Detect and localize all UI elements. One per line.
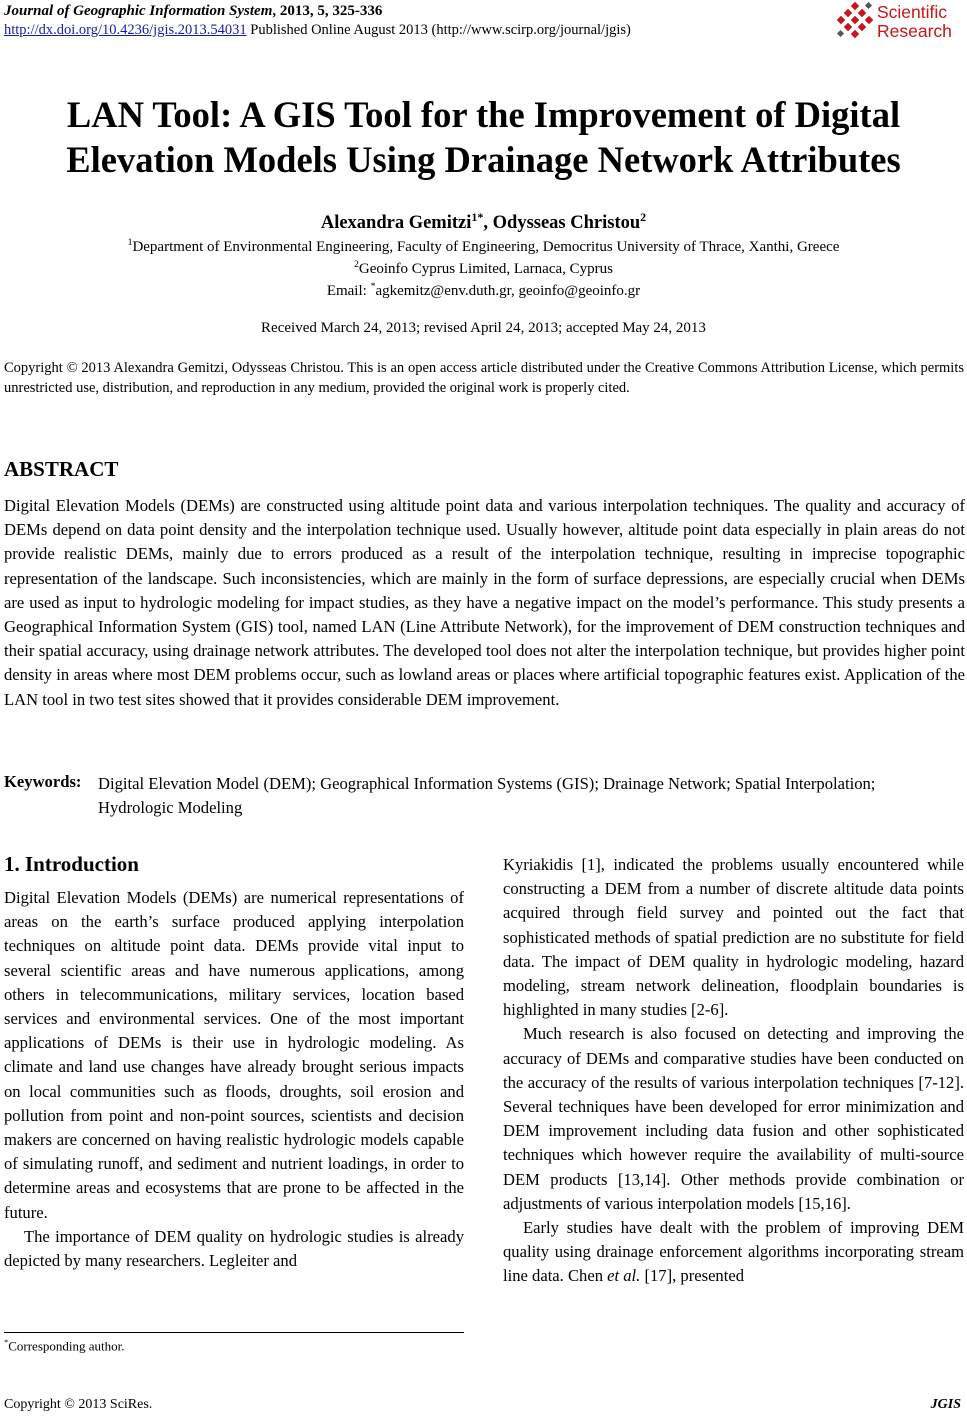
affiliation-1 xyxy=(0,237,967,256)
journal-issue: , 2013, 5, 325-336 xyxy=(272,3,383,19)
body-paragraph: The importance of DEM quality on hydrologic studies is already depicted by many researchers. Legleiter and xyxy=(4,1226,464,1271)
logo-text-scientific: Scientific xyxy=(877,2,948,22)
keywords-label: Keywords: xyxy=(4,772,82,791)
footnote xyxy=(4,1337,124,1354)
abstract-text: Digital Elevation Models (DEMs) are constructed using altitude point data and various interpolation techniques. The quality and accuracy of DEMs depend on data point density and the interpolation technique used. Usually however, altitude point data especially in plain areas do not provide realistic DEMs, mainly due to errors produced as a result of the interpolation technique, resulting in imprecise topographic representation of the landscape. Such inconsistencies, which are mainly in the form of surface depressions, are especially crucial when DEMs are used as input to hydrologic modeling for impact studies, as they have a negative impact on the model’s performance. This study presents a Geographical Information System (GIS) tool, named LAN (Line Attribute Network), for the improvement of DEM construction techniques and their spatial accuracy, using drainage network attributes. The developed tool does not alter the interpolation technique, but provides higher point density in areas where most DEM problems occur, such as lowland areas or places where artificial topographic features exist. Application of the LAN tool in two test sites showed that it provides considerable DEM improvement. xyxy=(4,496,965,709)
author-name: Odysseas Christou xyxy=(492,213,641,234)
keywords-text: Digital Elevation Model (DEM); Geographical Information Systems (GIS); Drainage Network; Spatial Interpolation; Hydrologic Modeling xyxy=(98,774,876,817)
body-paragraph: Much research is also focused on detecting and improving the accuracy of DEMs and comparative studies have been conducted on the accuracy of the results of various interpolation techniques [7-12]. Several techniques have been developed for error minimization and DEM improvement including data fusion and other sophisticated techniques which however require the availability of multi-source DEM products [13,14]. Other methods provide combination or adjustments of various interpolation models [15,16]. xyxy=(503,1024,964,1213)
left-column xyxy=(4,886,464,1273)
scientific-research-logo xyxy=(837,2,961,44)
affiliation-marker: 2 xyxy=(354,259,359,270)
body-paragraph xyxy=(503,1216,964,1289)
right-column xyxy=(503,853,964,1289)
email-line xyxy=(0,281,967,300)
body-paragraph: Kyriakidis [1], indicated the problems usually encountered while constructing a DEM from a number of discrete altitude data points acquired through field survey and pointed out the fact that sophisticated methods of spatial prediction are no substitute for field data. The impact of DEM quality in hydrologic modeling, hazard modeling, stream network delineation, floodplain boundaries is highlighted in many studies [2-6]. xyxy=(503,855,964,1020)
affiliation-marker: 1 xyxy=(127,237,133,248)
title-line-2: Elevation Models Using Drainage Network Attributes xyxy=(66,139,901,180)
author-list xyxy=(0,210,967,234)
journal-name: Journal of Geographic Information System xyxy=(4,3,273,19)
scirp-logo-icon xyxy=(837,2,875,40)
email-marker: * xyxy=(370,281,376,292)
affiliation-text: Geoinfo Cyprus Limited, Larnaca, Cyprus xyxy=(358,261,613,277)
body-paragraph: Digital Elevation Models (DEMs) are numerical representations of areas on the earth’s surface produced applying interpolation techniques on altitude point data. DEMs provide vital input to several scientific areas and have numerous applications, among others in telecommunications, military services, location based services and environmental services. One of the most important applications of DEMs is their use in hydrologic modeling. As climate and land use changes have already brought serious impacts on local communities such as floods, droughts, soil erosion and pollution from point and non-point sources, scientists and decision makers are concerned on having realistic hydrologic models capable of simulating runoff, and sediment and nutrient loadings, in order to determine areas and ecosystems that are prone to be affected in the future. xyxy=(4,888,464,1222)
paper-title xyxy=(0,92,967,182)
paragraph-text: Early studies have dealt with the problem of improving DEM quality using drainage enforcement algorithms incorporating stream line data. Chen xyxy=(503,1218,964,1286)
publication-info xyxy=(4,22,631,39)
author-marker: 2 xyxy=(640,210,647,224)
footnote-marker: * xyxy=(4,1337,9,1347)
email-label: Email: xyxy=(326,283,371,299)
doi-link[interactable]: http://dx.doi.org/10.4236/jgis.2013.54031 xyxy=(4,22,247,38)
footer-journal-abbrev: JGIS xyxy=(930,1397,961,1412)
published-online-text: Published Online August 2013 (http://www.scirp.org/journal/jgis) xyxy=(246,22,631,38)
copyright-notice: Copyright © 2013 Alexandra Gemitzi, Odysseas Christou. This is an open access article distributed under the Creative Commons Attribution License, which permits unrestricted use, distribution, and reproduction in any medium, provided the original work is properly cited. xyxy=(4,360,964,396)
abstract-heading: ABSTRACT xyxy=(4,457,119,481)
author-separator: , xyxy=(483,213,493,234)
title-line-1: LAN Tool: A GIS Tool for the Improvement of Digital xyxy=(66,94,901,135)
introduction-heading: 1. Introduction xyxy=(4,852,139,876)
journal-citation xyxy=(4,3,382,20)
paragraph-italic: et al. xyxy=(607,1266,641,1286)
affiliation-2 xyxy=(0,259,967,278)
received-dates: Received March 24, 2013; revised April 24, 2013; accepted May 24, 2013 xyxy=(261,320,706,336)
author-marker: 1* xyxy=(471,210,484,224)
email-addresses[interactable]: agkemitz@env.duth.gr, geoinfo@geoinfo.gr xyxy=(375,283,641,299)
author-name: Alexandra Gemitzi xyxy=(320,213,472,234)
footnote-divider xyxy=(4,1332,464,1333)
affiliation-text: Department of Environmental Engineering, Faculty of Engineering, Democritus University of Thrace, Xanthi, Greece xyxy=(132,239,840,255)
paragraph-text: [17], presented xyxy=(640,1266,744,1286)
footnote-text: Corresponding author. xyxy=(8,1338,125,1354)
logo-text-research: Research xyxy=(877,21,952,41)
footer-copyright: Copyright © 2013 SciRes. xyxy=(4,1397,153,1412)
